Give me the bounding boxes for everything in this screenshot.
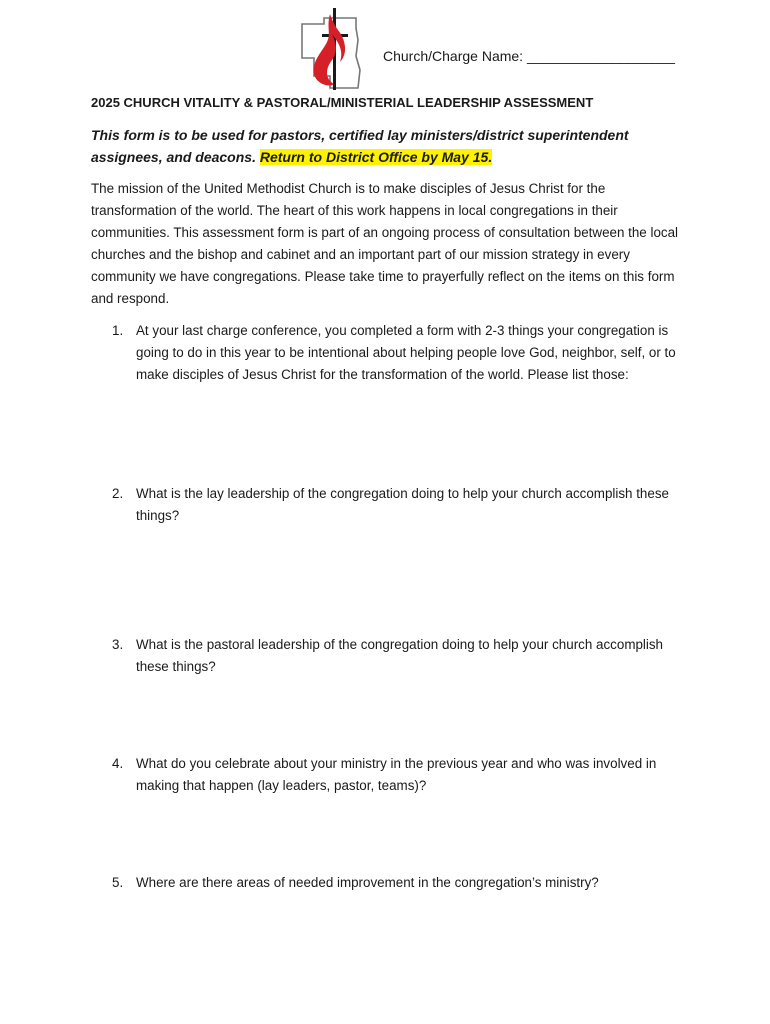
question-number: 3. [112,637,124,652]
question-text: What is the pastoral leadership of the congregation doing to help your church accomplish these things? [136,637,664,674]
form-intro [91,124,691,168]
question-text: What do you celebrate about your ministry in the previous year and who was involved in making that happen (lay leaders, pastor, teams)? [136,756,657,793]
question-number: 4. [112,756,124,771]
cross-and-flame-icon [300,4,366,92]
question-number: 5. [112,875,124,890]
question-4 [91,753,691,797]
question-text: At your last charge conference, you completed a form with 2-3 things your congregation is going to do in this year to be intentional about helping people love God, neighbor, self, or to make disciples of Jesus Christ for the transformation of the world. Please list those: [136,323,676,382]
question-text: Where are there areas of needed improvement in the congregation’s ministry? [136,875,599,890]
question-5 [91,872,691,894]
intro-text: This form is to be used for pastors, certified lay ministers/district superintendent assignees, and deacons. [91,127,629,165]
question-number: 1. [112,323,124,338]
mission-statement: The mission of the United Methodist Church is to make disciples of Jesus Christ for the transformation of the world. The heart of this work happens in local congregations in their communities. This assessment form is part of an ongoing process of consultation between the local churches and the bishop and cabinet and an important part of our mission strategy in every community we have congregations. Please take time to prayerfully reflect on the items on this form and respond. [91,181,679,306]
question-number: 2. [112,486,124,501]
question-2 [91,483,691,527]
question-3 [91,634,691,678]
return-deadline-notice: Return to District Office by May 15. [259,149,493,165]
question-text: What is the lay leadership of the congregation doing to help your church accomplish these things? [136,486,669,523]
form-title: 2025 CHURCH VITALITY & PASTORAL/MINISTERIAL LEADERSHIP ASSESSMENT [91,95,594,110]
church-charge-name-field[interactable]: Church/Charge Name: ___________________ [383,48,675,64]
question-1 [91,320,691,386]
